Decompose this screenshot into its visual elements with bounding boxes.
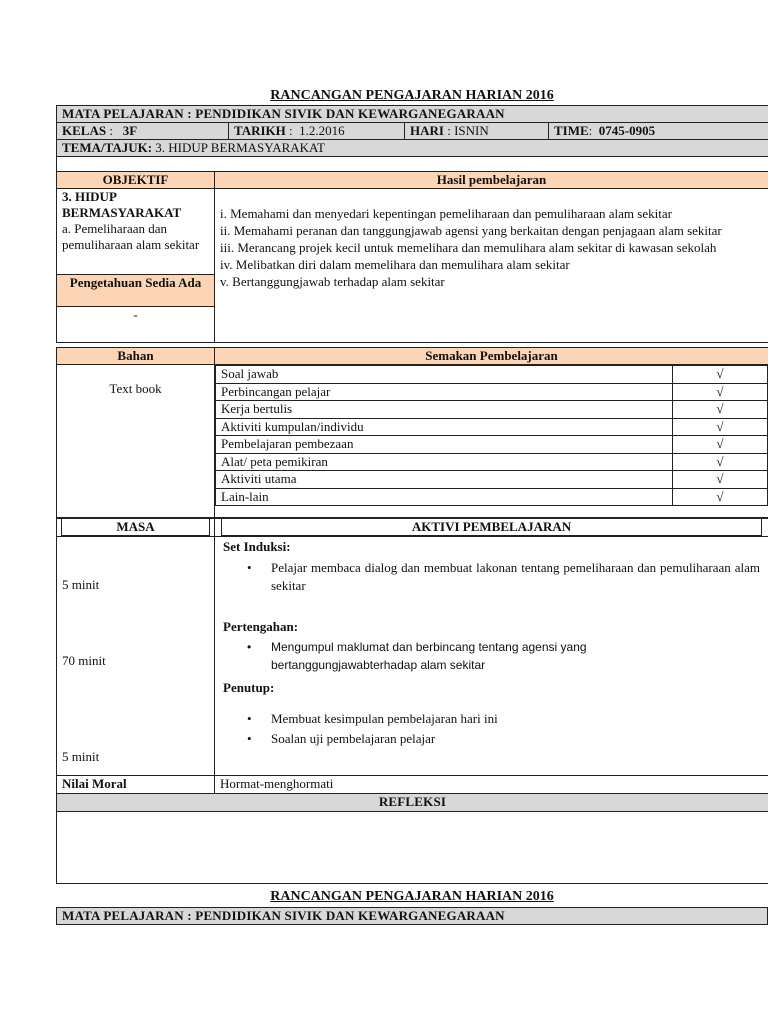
check-mark: √	[673, 488, 768, 506]
bullet-icon: •	[247, 639, 252, 654]
checklist-label: Kerja bertulis	[216, 401, 673, 419]
pertengahan-time: 70 minit	[62, 652, 106, 668]
nilai-value: Hormat-menghormati	[215, 775, 768, 793]
aktiviti-header: AKTIVI PEMBELAJARAN	[221, 518, 762, 536]
kelas-cell: KELAS : 3F	[57, 123, 229, 140]
pengetahuan-value: -	[57, 307, 215, 343]
induksi-time: 5 minit	[62, 576, 100, 592]
bullet-icon: •	[247, 710, 252, 726]
checklist-row	[216, 418, 768, 436]
masa-header: MASA	[61, 518, 210, 536]
hari-cell: HARI : ISNIN	[405, 123, 549, 140]
checklist-label: Soal jawab	[216, 366, 673, 384]
checklist-row	[216, 436, 768, 454]
blank-row	[57, 157, 768, 172]
tarikh-value: 1.2.2016	[299, 123, 345, 138]
check-mark: √	[673, 366, 768, 384]
objektif-header: OBJEKTIF	[57, 172, 215, 189]
aktiviti-header-cell	[215, 517, 768, 536]
check-mark: √	[673, 453, 768, 471]
refleksi-header: REFLEKSI	[57, 793, 768, 811]
check-mark: √	[673, 471, 768, 489]
pengetahuan-header: Pengetahuan Sedia Ada	[57, 275, 215, 307]
bahan-header: Bahan	[57, 348, 215, 365]
check-mark: √	[673, 436, 768, 454]
penutup-item	[223, 710, 760, 728]
pertengahan-item	[223, 638, 760, 674]
hasil-cell	[215, 189, 768, 343]
checklist-row	[216, 453, 768, 471]
penutup-item-text: Soalan uji pembelajaran pelajar	[271, 730, 436, 746]
masa-header-cell	[57, 517, 215, 536]
checklist-row	[216, 471, 768, 489]
pertengahan-title: Pertengahan:	[223, 618, 299, 634]
checklist-label: Aktiviti kumpulan/individu	[216, 418, 673, 436]
bullet-icon: •	[247, 559, 252, 575]
subject-value: PENDIDIKAN SIVIK DAN KEWARGANEGARAAN	[195, 908, 505, 923]
hasil-item: iii. Merancang projek kecil untuk memelihara dan memulihara alam sekitar di kawasan sekolah	[220, 240, 717, 255]
checklist-row	[216, 401, 768, 419]
tema-label: TEMA/TAJUK:	[62, 140, 153, 155]
bahan-table	[56, 347, 768, 519]
check-mark: √	[673, 383, 768, 401]
masa-cell	[57, 536, 215, 775]
objektif-topic-line2: BERMASYARAKAT	[62, 205, 182, 220]
checklist-label: Alat/ peta pemikiran	[216, 453, 673, 471]
subject-value: PENDIDIKAN SIVIK DAN KEWARGANEGARAAN	[195, 106, 505, 121]
checklist-label: Lain-lain	[216, 488, 673, 506]
penutup-item-text: Membuat kesimpulan pembelajaran hari ini	[271, 710, 498, 726]
check-mark: √	[673, 401, 768, 419]
subject-row-repeat: MATA PELAJARAN : PENDIDIKAN SIVIK DAN KEWARGANEGARAAN	[57, 908, 768, 925]
semakan-checklist	[215, 365, 768, 506]
objektif-topic-line1: 3. HIDUP	[62, 189, 117, 204]
hari-label: HARI	[410, 123, 444, 138]
subject-table-repeat	[56, 907, 768, 925]
kelas-value: 3F	[122, 123, 138, 138]
header-info-table	[56, 105, 768, 172]
aktiviti-content-cell	[215, 536, 768, 775]
objektif-table	[56, 171, 768, 343]
penutup-title: Penutup:	[223, 679, 275, 695]
hasil-item: iv. Melibatkan diri dalam memelihara dan memulihara alam sekitar	[220, 257, 570, 272]
checklist-label: Pembelajaran pembezaan	[216, 436, 673, 454]
subject-label: MATA PELAJARAN	[62, 908, 184, 923]
tarikh-cell: TARIKH : 1.2.2016	[229, 123, 405, 140]
kelas-label: KELAS	[62, 123, 107, 138]
objektif-subtopic: a. Pemeliharaan dan pemuliharaan alam sekitar	[62, 221, 200, 252]
bahan-value: Text book	[57, 365, 215, 519]
refleksi-box[interactable]	[57, 811, 768, 883]
tema-row	[57, 140, 768, 157]
penutup-time: 5 minit	[62, 748, 100, 764]
checklist-label: Perbincangan pelajar	[216, 383, 673, 401]
hasil-item: v. Bertanggungjawab terhadap alam sekitar	[220, 274, 445, 289]
hasil-item: i. Memahami dan menyedari kepentingan pemeliharaan dan pemuliharaan alam sekitar	[220, 206, 672, 221]
time-label: TIME	[554, 123, 589, 138]
hasil-item: ii. Memahami peranan dan tanggungjawab agensi yang berkaitan dengan penjagaan alam sekitar	[220, 223, 722, 238]
page-title: RANCANGAN PENGAJARAN HARIAN 2016	[270, 88, 554, 103]
subject-label: MATA PELAJARAN	[62, 106, 184, 121]
checklist-row	[216, 366, 768, 384]
induksi-title: Set Induksi:	[223, 538, 291, 554]
induksi-item-text: Pelajar membaca dialog dan membuat lakonan tentang pemeliharaan dan pemuliharaan alam sekitar	[271, 559, 760, 593]
pertengahan-item-text: Mengumpul maklumat dan berbincang tentang agensi yang bertanggungjawabterhadap alam sekitar	[271, 639, 587, 672]
page-title-repeat: RANCANGAN PENGAJARAN HARIAN 2016	[270, 889, 554, 904]
checklist-label: Aktiviti utama	[216, 471, 673, 489]
hasil-list	[220, 205, 763, 290]
time-value: 0745-0905	[598, 123, 656, 138]
hasil-header: Hasil pembelajaran	[215, 172, 768, 189]
semakan-header: Semakan Pembelajaran	[215, 348, 768, 365]
bullet-icon: •	[247, 730, 252, 746]
aktiviti-gap-left	[57, 503, 215, 517]
tarikh-label: TARIKH	[234, 123, 286, 138]
aktiviti-table	[56, 503, 768, 884]
hari-value: ISNIN	[454, 123, 489, 138]
check-mark: √	[673, 418, 768, 436]
semakan-cell	[215, 365, 768, 519]
induksi-item	[223, 559, 760, 595]
tema-value: 3. HIDUP BERMASYARAKAT	[155, 140, 325, 155]
time-cell: TIME: 0745-0905	[549, 123, 768, 140]
checklist-row	[216, 383, 768, 401]
aktiviti-gap-right	[215, 503, 768, 517]
subject-row: MATA PELAJARAN : PENDIDIKAN SIVIK DAN KEWARGANEGARAAN	[57, 106, 768, 123]
nilai-label: Nilai Moral	[57, 775, 215, 793]
penutup-item	[223, 730, 760, 748]
objektif-topic-cell	[57, 189, 215, 275]
